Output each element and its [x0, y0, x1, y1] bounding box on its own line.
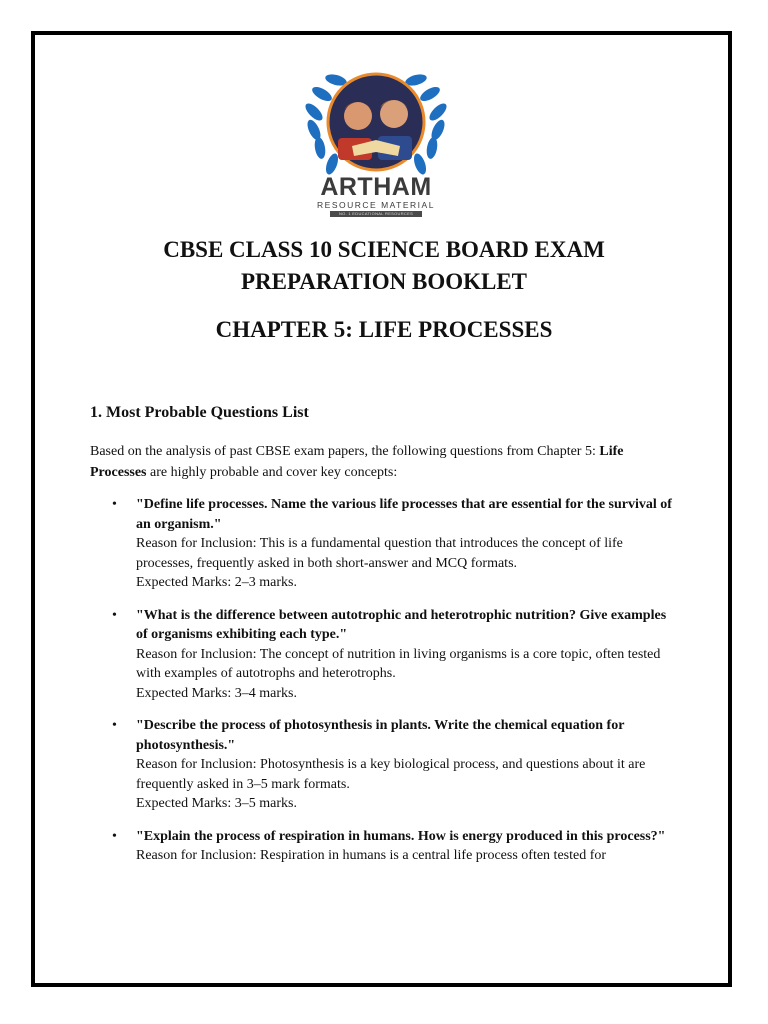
question-text: "What is the difference between autotrophic and heterotrophic nutrition? Give examples of organisms exhibiting each type." [136, 607, 667, 642]
reason-text: Reason for Inclusion: Photosynthesis is a key biological process, and questions about it are frequently asked in 3–5 mark formats. [136, 757, 646, 792]
question-text: "Explain the process of respiration in humans. How is energy produced in this process?" [136, 828, 666, 844]
logo-subtitle: RESOURCE MATERIAL [317, 200, 435, 210]
expected-marks: Expected Marks: 3–5 marks. [136, 796, 297, 811]
intro-text-before: Based on the analysis of past CBSE exam papers, the following questions from Chapter 5: [90, 444, 600, 459]
bullet-icon: • [112, 718, 117, 733]
logo-wordmark [298, 174, 454, 217]
document-title [60, 234, 708, 298]
bullet-icon: • [112, 497, 117, 512]
list-item [90, 495, 680, 593]
title-line-2: PREPARATION BOOKLET [240, 269, 528, 294]
reason-text: Reason for Inclusion: Respiration in humans is a central life process often tested for [136, 848, 607, 863]
intro-text-bold: Life Processes [90, 444, 624, 480]
title-line-1: CBSE CLASS 10 SCIENCE BOARD EXAM [163, 237, 605, 262]
list-item [90, 827, 680, 866]
bullet-icon: • [112, 607, 117, 623]
section-heading: 1. Most Probable Questions List [90, 404, 309, 421]
question-text: "Define life processes. Name the various life processes that are essential for the survival of an organism." [136, 497, 672, 532]
questions-list [90, 495, 680, 879]
reason-text: Reason for Inclusion: This is a fundamental question that introduces the concept of life processes, frequently asked in both short-answer and MCQ formats. [136, 536, 623, 571]
logo-name: ARTHAM [320, 173, 432, 201]
expected-marks: Expected Marks: 2–3 marks. [136, 575, 297, 590]
intro-text-after: are highly probable and cover key concepts: [146, 465, 398, 480]
expected-marks: Expected Marks: 3–4 marks. [136, 685, 297, 701]
question-text: "Describe the process of photosynthesis in plants. Write the chemical equation for photosynthesis." [136, 718, 625, 753]
reason-text: Reason for Inclusion: The concept of nutrition in living organisms is a core topic, often tested with examples of autotrophs and heterotrophs. [136, 646, 661, 681]
list-item [90, 606, 680, 704]
intro-paragraph [90, 441, 680, 483]
list-item [90, 716, 680, 814]
logo-tagline: NO. 1 EDUCATIONAL RESOURCES [330, 211, 422, 217]
bullet-icon: • [112, 828, 117, 844]
chapter-title: CHAPTER 5: LIFE PROCESSES [215, 317, 553, 342]
